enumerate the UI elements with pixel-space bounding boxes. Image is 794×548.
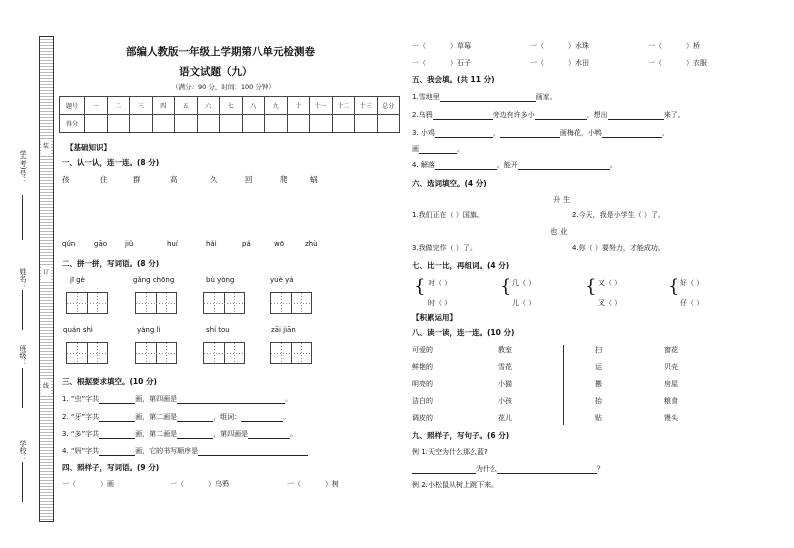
q4-prefix: 一（: [287, 480, 301, 488]
fill-blank[interactable]: [99, 395, 135, 404]
q2-writing-grid[interactable]: [135, 292, 177, 314]
r-suffix: ）石子: [450, 59, 471, 67]
q8-ra-3: 抬: [595, 397, 602, 405]
q7-b-2: 叉（ ）: [598, 299, 622, 307]
q2-pinyin-r1-2: bù yòng: [206, 276, 235, 284]
score-head-cell: 二: [107, 97, 130, 115]
q5-text: ，想出: [586, 111, 608, 119]
binding-label-top: 装: [41, 140, 51, 154]
q1-char-5: 回: [245, 175, 253, 184]
q5-text: 。能开: [496, 161, 518, 169]
q4-suffix: ）树: [325, 480, 339, 488]
score-cell[interactable]: [130, 115, 153, 133]
score-cell[interactable]: [197, 115, 220, 133]
q5-title: 五、我会填。(共 11 分): [412, 75, 495, 84]
q2-writing-grid[interactable]: [66, 292, 108, 314]
q3-title: 三、根据要求填空。(10 分): [62, 377, 157, 386]
binding-label-mid: 订: [41, 266, 51, 280]
q1-pinyin-5: pá: [242, 240, 251, 248]
q8-lb-3: 小孩: [498, 397, 512, 405]
r-top-2: [648, 41, 700, 51]
q3-text: 。: [285, 395, 293, 403]
q6-words-1: 升 生: [553, 195, 571, 204]
score-cell[interactable]: [287, 115, 310, 133]
score-head-cell: 题号: [60, 97, 85, 115]
school-line: [22, 462, 23, 502]
q8-la-0: 可爱的: [412, 346, 433, 354]
q8-lb-1: 雪花: [498, 363, 512, 371]
r-prefix: 一（: [412, 42, 426, 50]
q5-text: 。: [457, 145, 464, 153]
fill-blank[interactable]: [535, 111, 587, 120]
r-suffix: ）水田: [568, 59, 589, 67]
q2-title: 二、拼一拼，写词语。(8 分): [62, 259, 160, 268]
r-prefix: 一（: [412, 59, 426, 67]
q5-text: 旁边有许多小: [492, 111, 535, 119]
q5-text: 3. 小鸡: [412, 129, 435, 137]
fill-blank[interactable]: [99, 430, 135, 439]
fill-blank[interactable]: [435, 129, 493, 138]
q7-a-0: 对（ ）: [428, 279, 452, 287]
q8-lb-2: 小猫: [498, 380, 512, 388]
q3-text: 。: [283, 413, 291, 421]
score-head-cell: 三: [130, 97, 153, 115]
fill-blank[interactable]: [500, 129, 560, 138]
class-label: 班级：: [19, 345, 27, 366]
q8-la-4: 调皮的: [412, 414, 433, 422]
fill-blank[interactable]: [440, 93, 536, 102]
student-id-label: 学(考)号：: [19, 150, 27, 184]
q9-example-2: 例 2:小松鼠从树上跳下来。: [412, 481, 499, 489]
q4-item-1: [170, 479, 229, 489]
q7-a-3: 好（ ）: [680, 279, 704, 287]
q1-char-0: 孩: [62, 175, 70, 184]
q7-brace: {: [585, 276, 597, 297]
section-apply: 【积累运用】: [412, 313, 457, 322]
q5-text: 4. 解落: [412, 161, 435, 169]
score-head-cell: 八: [242, 97, 265, 115]
score-head-cell: 五: [175, 97, 198, 115]
q6-words-2: 也 业: [550, 227, 568, 236]
q2-writing-grid[interactable]: [203, 342, 245, 364]
score-cell[interactable]: [332, 115, 355, 133]
q4-title: 四、照样子，写词语。(9 分): [62, 463, 160, 472]
q9-title: 九、照样子，写句子。(6 分): [412, 431, 510, 440]
q8-ra-0: 扫: [595, 346, 602, 354]
score-cell[interactable]: [175, 115, 198, 133]
score-head-cell: 六: [197, 97, 220, 115]
fill-blank[interactable]: [419, 145, 457, 154]
q1-char-3: 高: [170, 175, 178, 184]
score-head-cell: 四: [152, 97, 175, 115]
q2-writing-grid[interactable]: [270, 342, 312, 364]
r-top-4: [530, 58, 589, 68]
q7-b-1: 儿（ ）: [512, 299, 536, 307]
fill-blank[interactable]: [177, 395, 285, 404]
q6-sentence-3: 3.我做完作（ ）了。: [412, 244, 477, 252]
score-head-cell: 九: [265, 97, 288, 115]
q8-ra-1: 运: [595, 363, 602, 371]
q3-text: 画，第四画是: [135, 395, 178, 403]
q8-la-1: 鲜艳的: [412, 363, 433, 371]
q7-a-2: 又（ ）: [598, 279, 622, 287]
q5-line-3: [412, 128, 669, 138]
score-head-cell: 十二: [332, 97, 355, 115]
q8-rb-3: 粮食: [664, 397, 678, 405]
q3-text: 3. “多”字共: [62, 430, 100, 438]
q5-text: 。: [609, 161, 617, 169]
fill-blank[interactable]: [608, 111, 664, 120]
q9-text: 为什么: [476, 465, 497, 473]
q1-pinyin-7: zhù: [305, 240, 318, 248]
q5-line-2: [412, 110, 685, 120]
q3-text: ，组词：: [213, 413, 242, 421]
exam-subtitle: 语文试题（九）: [179, 66, 253, 78]
score-row-label: 得分: [60, 115, 85, 133]
school-label: 学校：: [19, 440, 27, 461]
fill-blank[interactable]: [177, 430, 213, 439]
q8-la-3: 洁白的: [412, 397, 433, 405]
q2-pinyin-r2-3: zāi jiān: [271, 326, 296, 334]
q1-char-6: 爬: [280, 175, 288, 184]
q3-text: 2. “牙”字共: [62, 413, 100, 421]
q2-writing-grid[interactable]: [203, 292, 245, 314]
r-suffix: ）草莓: [450, 42, 471, 50]
score-table: [59, 96, 400, 133]
q8-rb-4: 馒头: [664, 414, 678, 422]
q5-text: 画家。: [535, 93, 557, 101]
fill-blank[interactable]: [177, 413, 213, 422]
r-suffix: ）水珠: [568, 42, 589, 50]
name-line: [22, 290, 23, 330]
q4-suffix: ）画: [100, 480, 114, 488]
exam-title: 部编人教版一年级上学期第八单元检测卷: [126, 46, 315, 58]
fill-blank[interactable]: [497, 465, 597, 474]
r-top-3: [412, 58, 471, 68]
q8-lb-4: 花儿: [498, 414, 512, 422]
q5-text: 画: [412, 145, 419, 153]
q8-rb-0: 窗花: [664, 346, 678, 354]
fill-blank[interactable]: [99, 447, 135, 456]
q7-title: 七、比一比，再组词。(4 分): [412, 261, 510, 270]
student-id-line: [22, 195, 23, 240]
fill-blank[interactable]: [433, 111, 493, 120]
score-head-cell: 十三: [355, 97, 378, 115]
q5-text: ，: [492, 129, 500, 137]
fill-blank[interactable]: [435, 161, 497, 170]
q5-text: 来了。: [663, 111, 685, 119]
binding-label-bot: 线: [41, 380, 51, 394]
q1-pinyin-0: qún: [62, 240, 76, 248]
r-prefix: 一（: [648, 42, 662, 50]
score-cell[interactable]: [310, 115, 333, 133]
class-line: [22, 368, 23, 408]
score-head-cell: 十: [287, 97, 310, 115]
q9-fill-1: [412, 464, 604, 474]
q3-text: 画，它的书写顺序是: [135, 447, 199, 455]
q4-item-2: [287, 479, 339, 489]
section-basic: 【基础知识】: [66, 143, 111, 152]
score-head-cell: 七: [220, 97, 243, 115]
score-cell[interactable]: [355, 115, 378, 133]
q2-writing-grid[interactable]: [270, 292, 312, 314]
q1-char-4: 久: [210, 175, 218, 184]
r-top-1: [530, 41, 589, 51]
q1-pinyin-2: jiǔ: [125, 240, 134, 248]
q8-ra-4: 贴: [595, 414, 602, 422]
q7-a-1: 几（ ）: [512, 279, 536, 287]
q3-item-4: [62, 446, 308, 456]
q5-text: 2.乌鸦: [412, 111, 433, 119]
q3-item-2: [62, 412, 290, 422]
q5-text: ，: [661, 129, 669, 137]
q1-title: 一、认一认，连一连。(8 分): [62, 158, 160, 167]
q3-text: ，第四画是: [213, 430, 249, 438]
name-label: 姓名：: [19, 268, 27, 289]
q1-pinyin-6: wō: [274, 240, 285, 248]
q4-suffix: ）乌鸦: [208, 480, 229, 488]
q7-b-0: 时（ ）: [428, 299, 452, 307]
fill-blank[interactable]: [99, 413, 135, 422]
fill-blank[interactable]: [248, 430, 290, 439]
q1-char-7: 蜗: [310, 175, 318, 184]
q6-title: 六、选词填空。(4 分): [412, 179, 487, 188]
fill-blank[interactable]: [241, 413, 283, 422]
q2-pinyin-r2-0: quán shì: [63, 326, 93, 334]
r-top-5: [648, 58, 707, 68]
q4-prefix: 一（: [170, 480, 184, 488]
q5-text: 1.雪地里: [412, 93, 440, 101]
q8-rb-2: 房屋: [664, 380, 678, 388]
fill-blank[interactable]: [602, 129, 662, 138]
q3-text: 画，第二画是: [135, 413, 178, 421]
q3-text: 1. “虫”字共: [62, 395, 100, 403]
r-top-0: [412, 41, 471, 51]
r-prefix: 一（: [530, 42, 544, 50]
fill-blank[interactable]: [198, 447, 308, 456]
score-head-cell: 一: [85, 97, 108, 115]
q8-title: 八、读一读，连一连。(10 分): [412, 328, 515, 337]
score-cell[interactable]: [242, 115, 265, 133]
q2-pinyin-r1-0: jī gè: [70, 276, 85, 284]
score-cell[interactable]: [220, 115, 243, 133]
exam-meta: （满分：90 分，时间：100 分钟）: [172, 83, 275, 91]
q8-rb-1: 贝壳: [664, 363, 678, 371]
q2-writing-grid[interactable]: [135, 342, 177, 364]
q2-pinyin-r2-2: shí tou: [206, 326, 230, 334]
q4-item-0: [62, 479, 114, 489]
q9-text: ？: [597, 465, 604, 473]
score-cell[interactable]: [152, 115, 175, 133]
q8-la-2: 明亮的: [412, 380, 433, 388]
score-head-cell: 总分: [377, 97, 400, 115]
fill-blank[interactable]: [518, 161, 610, 170]
q6-sentence-4: 4.你（ ）要努力，才能成功。: [572, 244, 665, 252]
q7-brace: {: [500, 276, 512, 297]
q3-text: 。: [290, 430, 298, 438]
score-cell[interactable]: [377, 115, 400, 133]
q5-line-4: [412, 160, 617, 170]
q5-text: 画梅花，小鸭: [559, 129, 602, 137]
q2-writing-grid[interactable]: [66, 342, 108, 364]
q8-ra-2: 搬: [595, 380, 602, 388]
q5-line-1: [412, 92, 557, 102]
q1-char-1: 住: [100, 175, 108, 184]
r-prefix: 一（: [648, 59, 662, 67]
q6-sentence-2: 2.今天，我是小学生（ ）了。: [572, 211, 665, 219]
q4-prefix: 一（: [62, 480, 76, 488]
score-head-cell: 十一: [310, 97, 333, 115]
q2-pinyin-r2-1: yàng lì: [137, 326, 161, 334]
q8-lb-0: 教室: [498, 346, 512, 354]
q7-brace: {: [668, 276, 680, 297]
q9-example-1: 例 1:天空为什么那么蓝?: [412, 448, 488, 456]
score-cell[interactable]: [85, 115, 108, 133]
q2-pinyin-r1-3: yuè yá: [270, 276, 294, 284]
q1-pinyin-1: gāo: [94, 240, 108, 248]
q8-divider: [563, 345, 564, 425]
q1-char-2: 群: [133, 175, 141, 184]
r-suffix: ）桥: [686, 42, 700, 50]
q5-line-3b: [412, 144, 464, 154]
fill-blank[interactable]: [412, 465, 476, 474]
q6-sentence-1: 1.我们正在（ ）国旗。: [412, 211, 484, 219]
q2-pinyin-r1-1: gǎng chōng: [133, 276, 175, 284]
q3-item-3: [62, 429, 297, 439]
score-cell[interactable]: [265, 115, 288, 133]
q3-item-1: [62, 394, 292, 404]
q7-b-3: 仔（ ）: [680, 299, 704, 307]
q1-pinyin-3: huí: [167, 240, 178, 248]
q3-text: 4. “妈”字共: [62, 447, 100, 455]
r-suffix: ）衣服: [686, 59, 707, 67]
q3-text: 画，第二画是: [135, 430, 178, 438]
r-prefix: 一（: [530, 59, 544, 67]
q1-pinyin-4: hái: [206, 240, 217, 248]
score-cell[interactable]: [107, 115, 130, 133]
q7-brace: {: [414, 276, 426, 297]
